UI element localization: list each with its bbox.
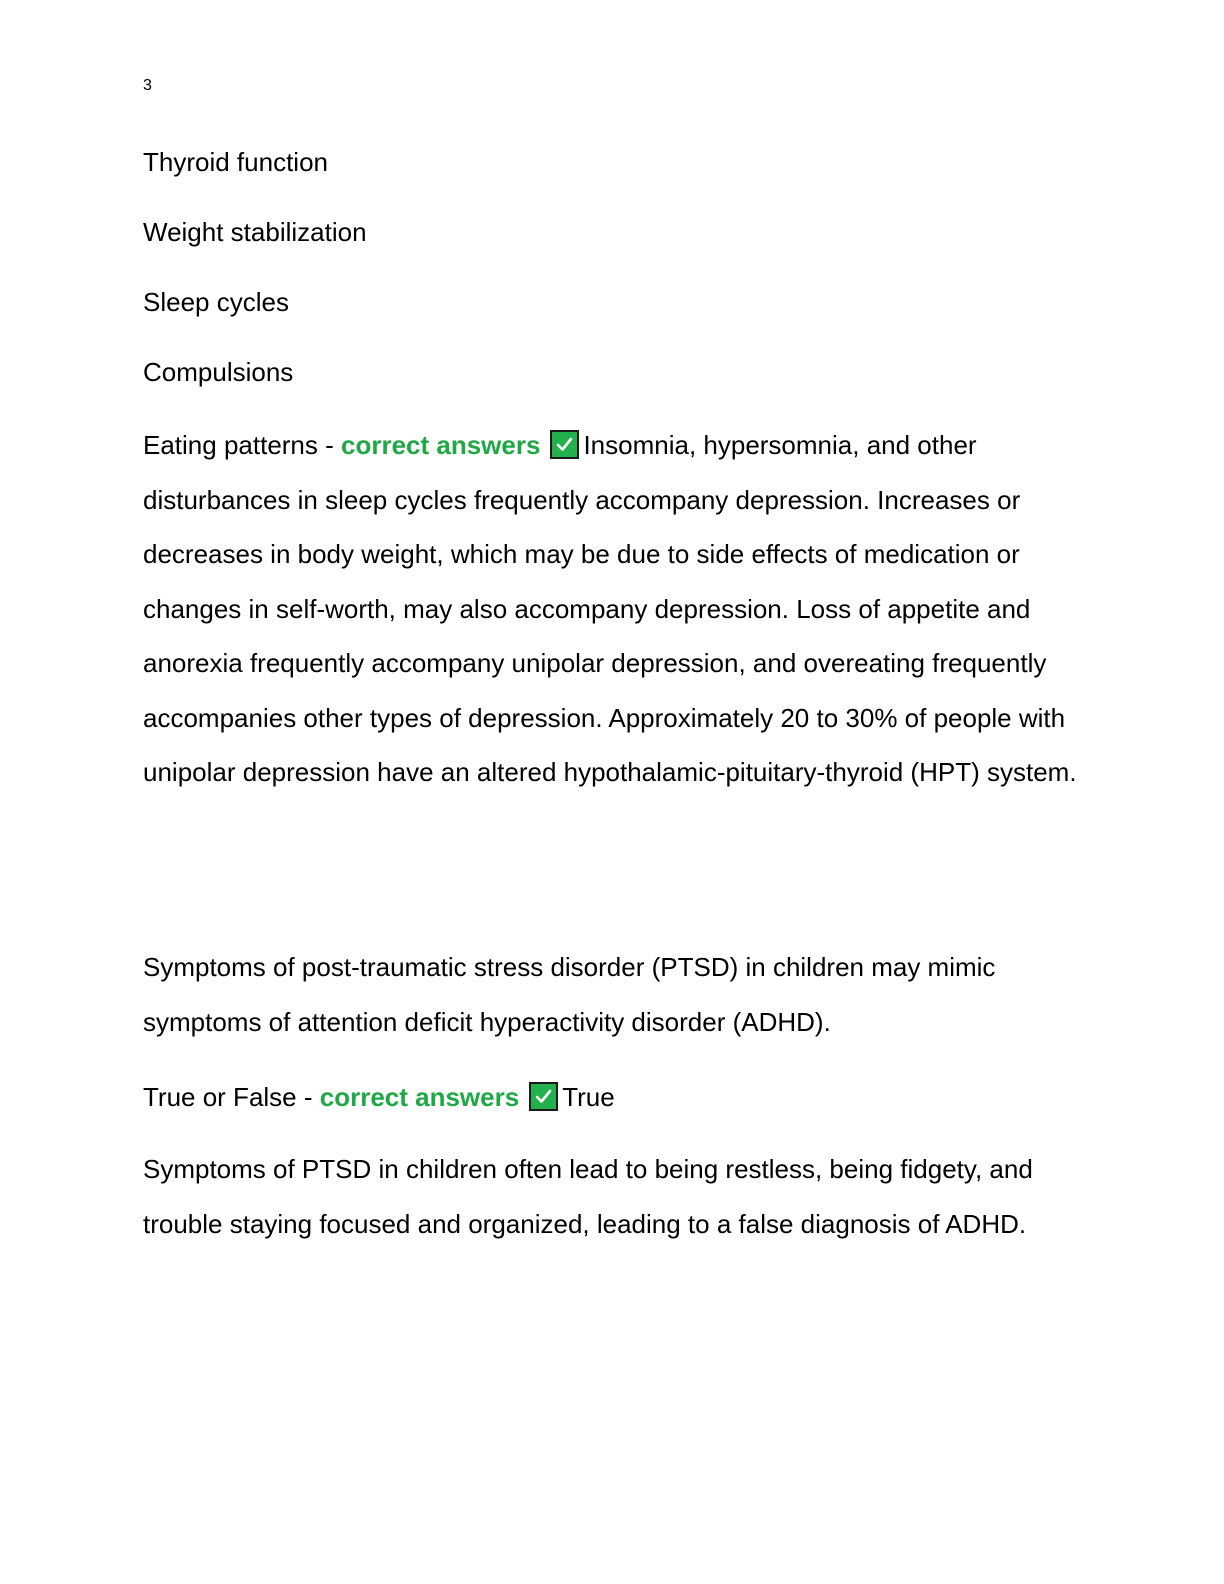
option-sleep-cycles: Sleep cycles [143, 287, 289, 317]
option-weight-stabilization: Weight stabilization [143, 217, 367, 247]
q2-answer-line [143, 1070, 1083, 1125]
correct-answers-label: correct answers [319, 1082, 520, 1112]
option-compulsions: Compulsions [143, 357, 294, 387]
q1-answer-paragraph [143, 418, 1083, 800]
option-eating-patterns: Eating patterns - [143, 430, 341, 460]
correct-answers-label: correct answers [341, 430, 541, 460]
q2-prompt: True or False - [143, 1082, 320, 1112]
check-mark-icon [529, 1082, 558, 1111]
q1-explanation: Insomnia, hypersomnia, and other disturbances in sleep cycles frequently accompany depression. Increases or decreases in body weight, which may be due to side effects of medication or changes in self-worth, may also accompany depression. Loss of appetite and anorexia frequently accompany unipolar depression, and overeating frequently accompanies other types of depression. Approximately 20 to 30% of people with unipolar depression have an altered hypothalamic-pituitary-thyroid (HPT) system. [143, 430, 1077, 787]
q2-explanation: Symptoms of PTSD in children often lead to being restless, being fidgety, and trouble staying focused and organized, leading to a false diagnosis of ADHD. [143, 1154, 1033, 1239]
option-thyroid-function: Thyroid function [143, 147, 328, 177]
q2-question: Symptoms of post-traumatic stress disorder (PTSD) in children may mimic symptoms of attention deficit hyperactivity disorder (ADHD). [143, 952, 996, 1037]
q2-answer: True [562, 1082, 615, 1112]
check-mark-icon [550, 430, 579, 459]
page-number: 3 [143, 77, 152, 94]
